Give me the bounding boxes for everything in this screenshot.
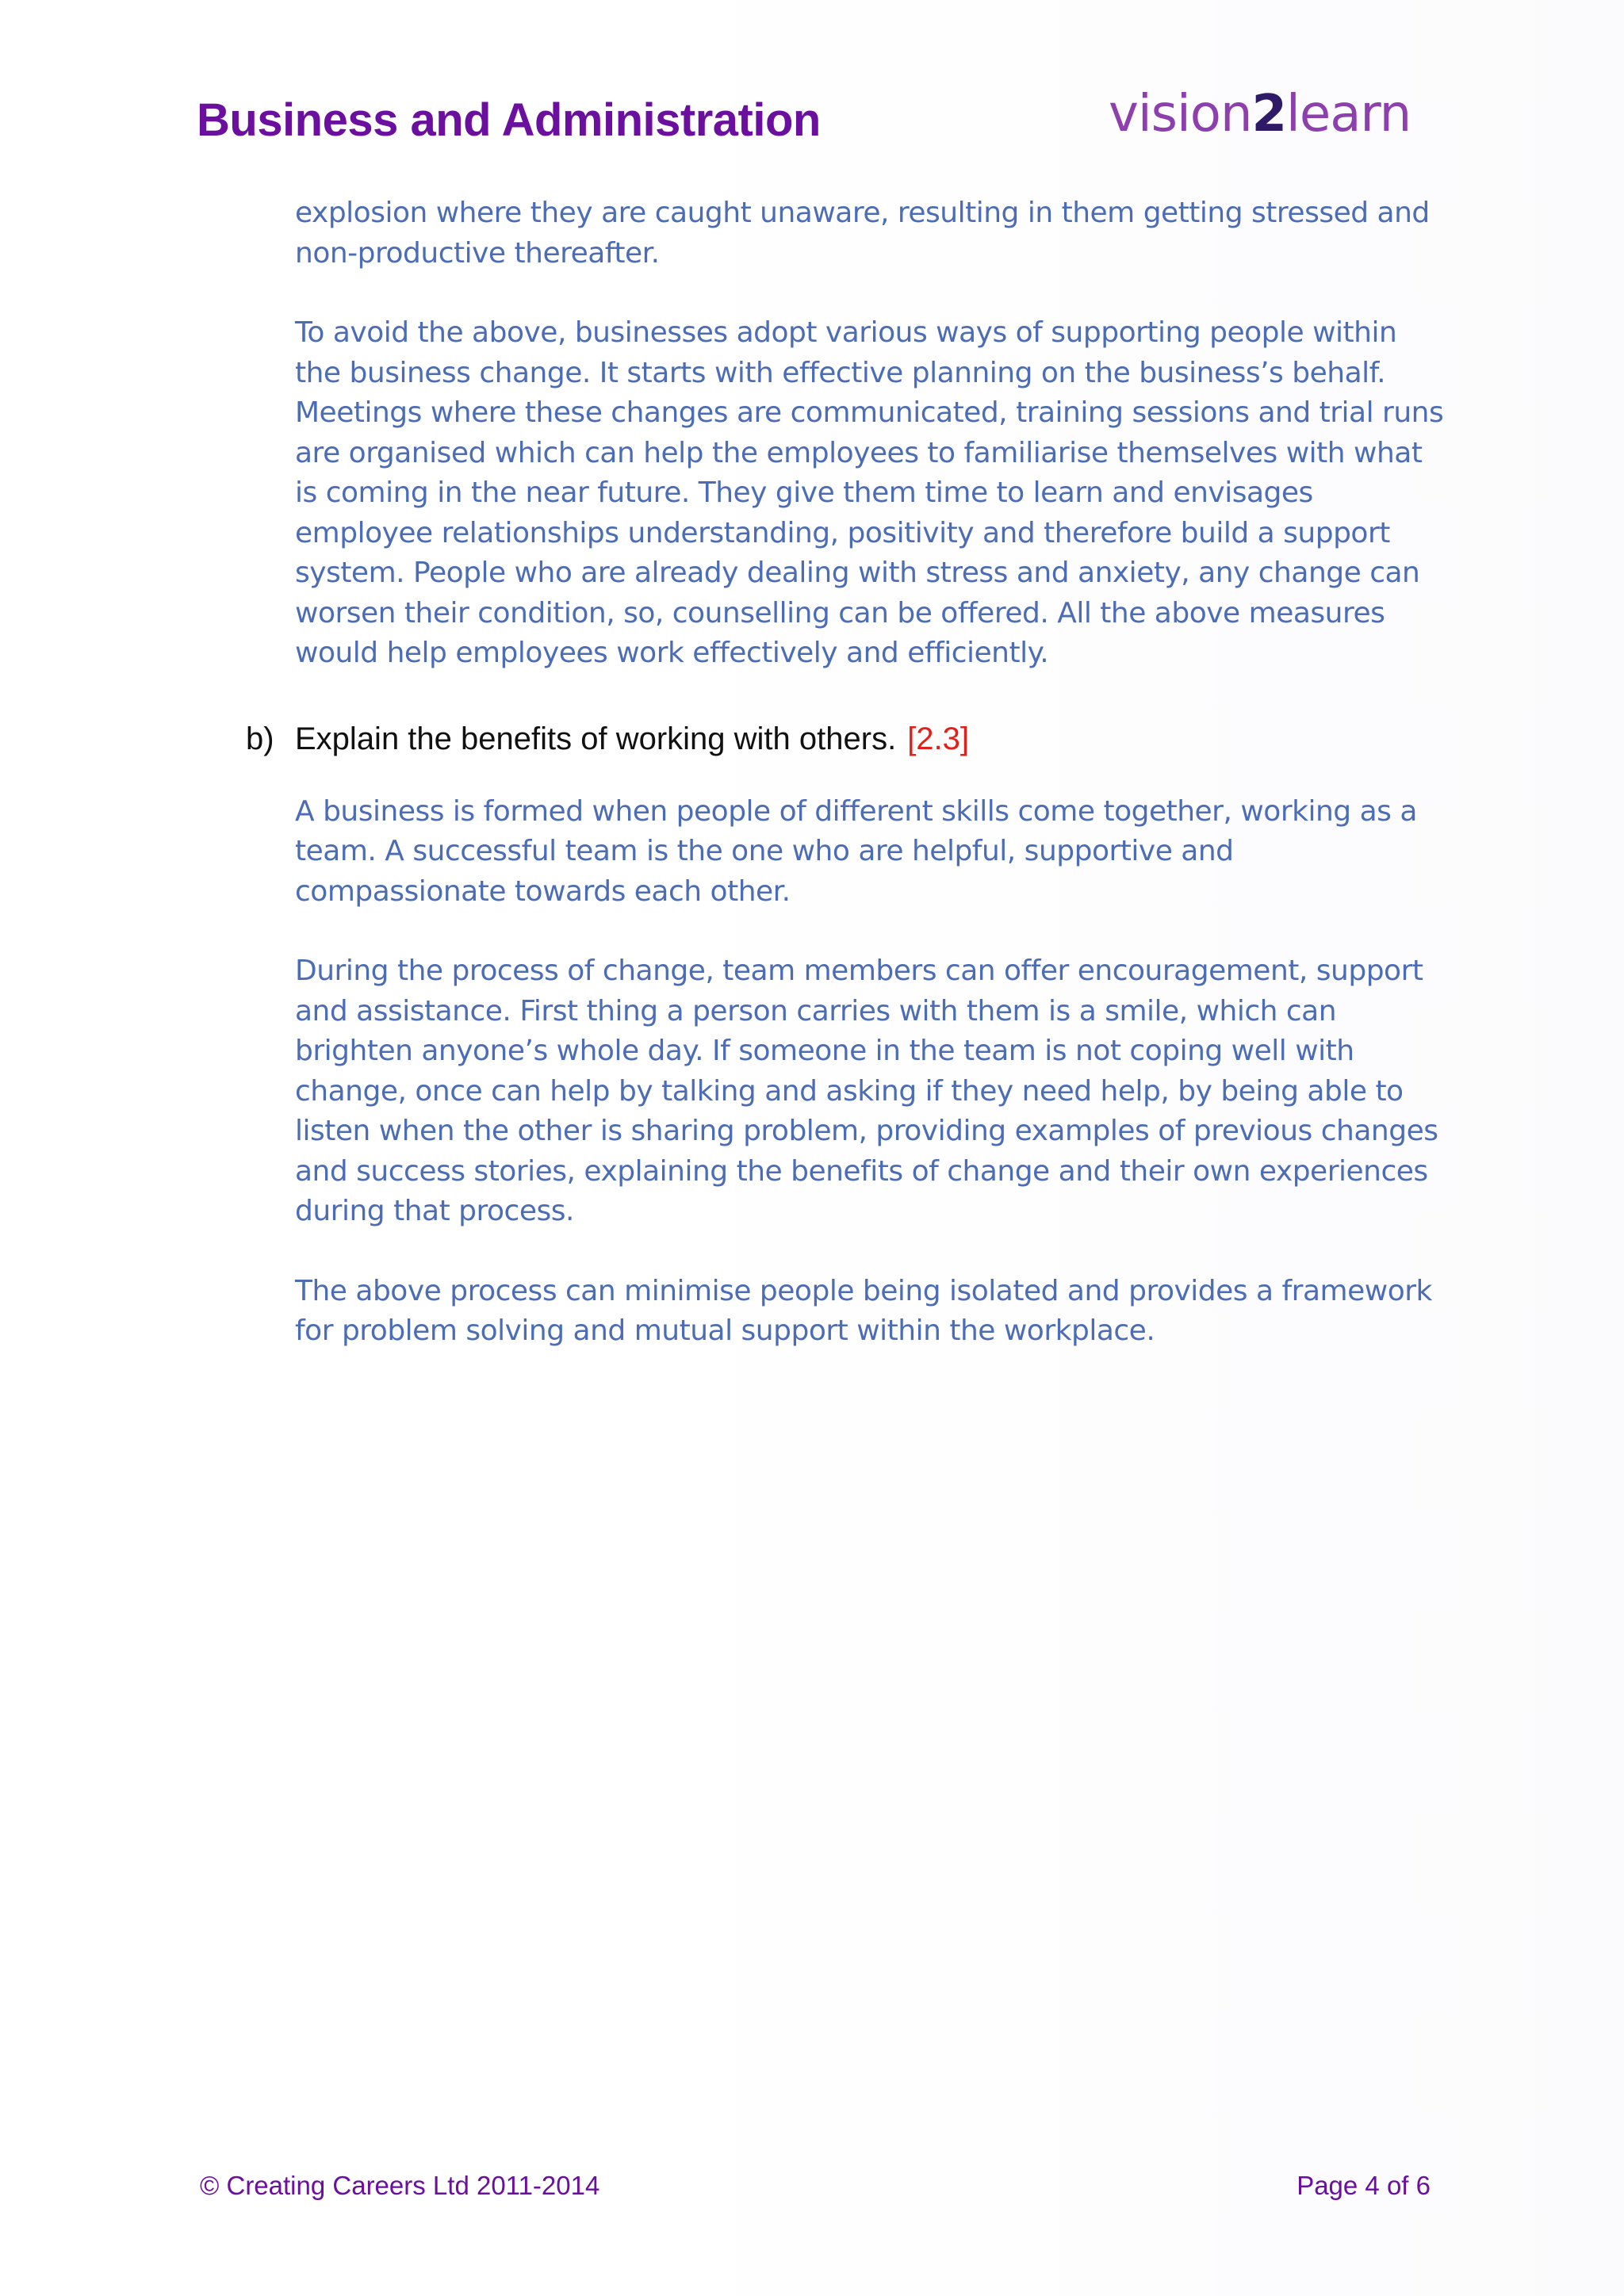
answer-paragraph-5: The above process can minimise people being isolated and provides a framework for problem solving and mutual support within the workplace. (295, 1274, 1432, 1347)
footer-copyright: © Creating Careers Ltd 2011-2014 (200, 2171, 600, 2200)
document-title: Business and Administration (197, 94, 821, 146)
answer-paragraph-2: To avoid the above, businesses adopt various ways of supporting people within the business change. It starts with effective planning on the business’s behalf. Meetings where these changes are communicated, training sessions and trial runs are organised which can help the employees to familiarise themselves with what is coming in the near future. They give them time to learn and envisages employee relationships understanding, positivity and therefore build a support system. People who are already dealing with stress and anxiety, any change can worsen their condition, so, counselling can be offered. All the above measures would help employees work effectively and efficiently. (295, 316, 1444, 669)
logo-text-learn: learn (1286, 85, 1411, 144)
question-reference: [2.3] (907, 721, 970, 756)
footer-page-number: Page 4 of 6 (1297, 2171, 1431, 2200)
document-body (246, 193, 1445, 1352)
logo-text-2: 2 (1251, 85, 1287, 144)
answer-paragraph-3: A business is formed when people of different skills come together, working as a team. A successful team is the one who are helpful, supportive and compassionate towards each other. (295, 794, 1417, 908)
question-b (246, 721, 1445, 757)
answer-paragraph-4: During the process of change, team members can offer encouragement, support and assistance. First thing a person carries with them is a smile, which can brighten anyone’s whole day. If someone in the team is not coping well with change, once can help by talking and asking if they need help, by being able to listen when the other is sharing problem, providing examples of previous changes and success stories, explaining the benefits of change and their own experiences during that process. (295, 955, 1438, 1227)
logo-text-vision: vision (1109, 85, 1252, 144)
question-text: Explain the benefits of working with others. (295, 721, 897, 756)
vision2learn-logo (1109, 85, 1411, 144)
answer-paragraph-1: explosion where they are caught unaware, resulting in them getting stressed and non-productive thereafter. (295, 197, 1430, 270)
question-marker: b) (246, 721, 274, 756)
